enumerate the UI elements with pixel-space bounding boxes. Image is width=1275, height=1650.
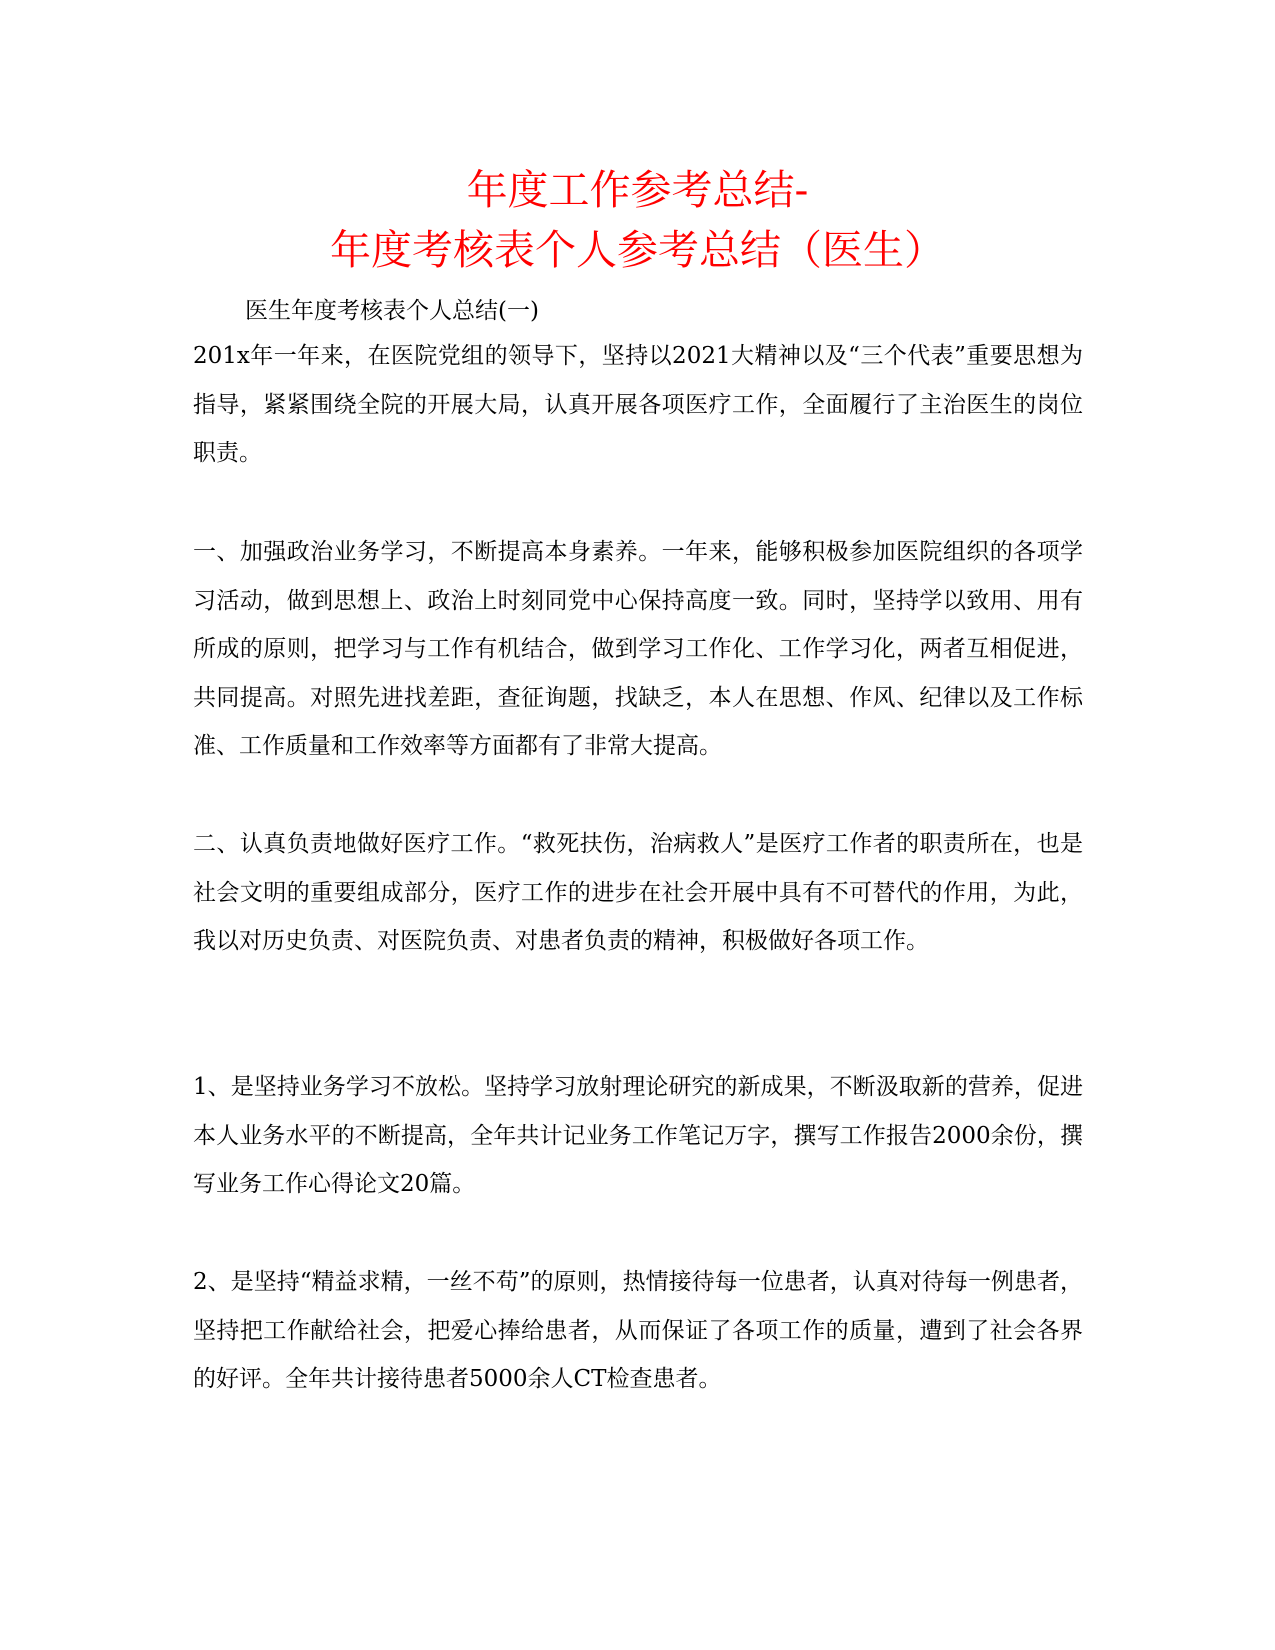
paragraph-item-1: 1、是坚持业务学习不放松。坚持学习放射理论研究的新成果，不断汲取新的营养，促进本人业务水平的不断提高，全年共计记业务工作笔记万字，撰写工作报告2000余份，撰写业务工作心得论文20篇。 [193, 1074, 1083, 1197]
document-subtitle: 医生年度考核表个人总结(一) [245, 298, 539, 324]
document-title [0, 160, 1275, 280]
paragraph-section-1: 一、加强政治业务学习，不断提高本身素养。一年来，能够积极参加医院组织的各项学习活动，做到思想上、政治上时刻同党中心保持高度一致。同时，坚持学以致用、用有所成的原则，把学习与工作有机结合，做到学习工作化、工作学习化，两者互相促进，共同提高。对照先进找差距，查征询题，找缺乏，本人在思想、作风、纪律以及工作标准、工作质量和工作效率等方面都有了非常大提高。 [193, 539, 1083, 759]
paragraph-item-2: 2、是坚持“精益求精，一丝不苟”的原则，热情接待每一位患者，认真对待每一例患者，坚持把工作献给社会，把爱心捧给患者，从而保证了各项工作的质量，遭到了社会各界的好评。全年共计接待患者5000余人CT检查患者。 [193, 1269, 1083, 1392]
title-line-1: 年度工作参考总结- [466, 166, 809, 214]
paragraph-intro: 201x年一年来，在医院党组的领导下，坚持以2021大精神以及“三个代表”重要思想为指导，紧紧围绕全院的开展大局，认真开展各项医疗工作，全面履行了主治医生的岗位职责。 [193, 343, 1083, 466]
title-line-2: 年度考核表个人参考总结（医生） [330, 226, 945, 274]
paragraph-section-2: 二、认真负责地做好医疗工作。“救死扶伤，治病救人”是医疗工作者的职责所在，也是社会文明的重要组成部分，医疗工作的进步在社会开展中具有不可替代的作用，为此，我以对历史负责、对医院负责、对患者负责的精神，积极做好各项工作。 [193, 831, 1083, 954]
